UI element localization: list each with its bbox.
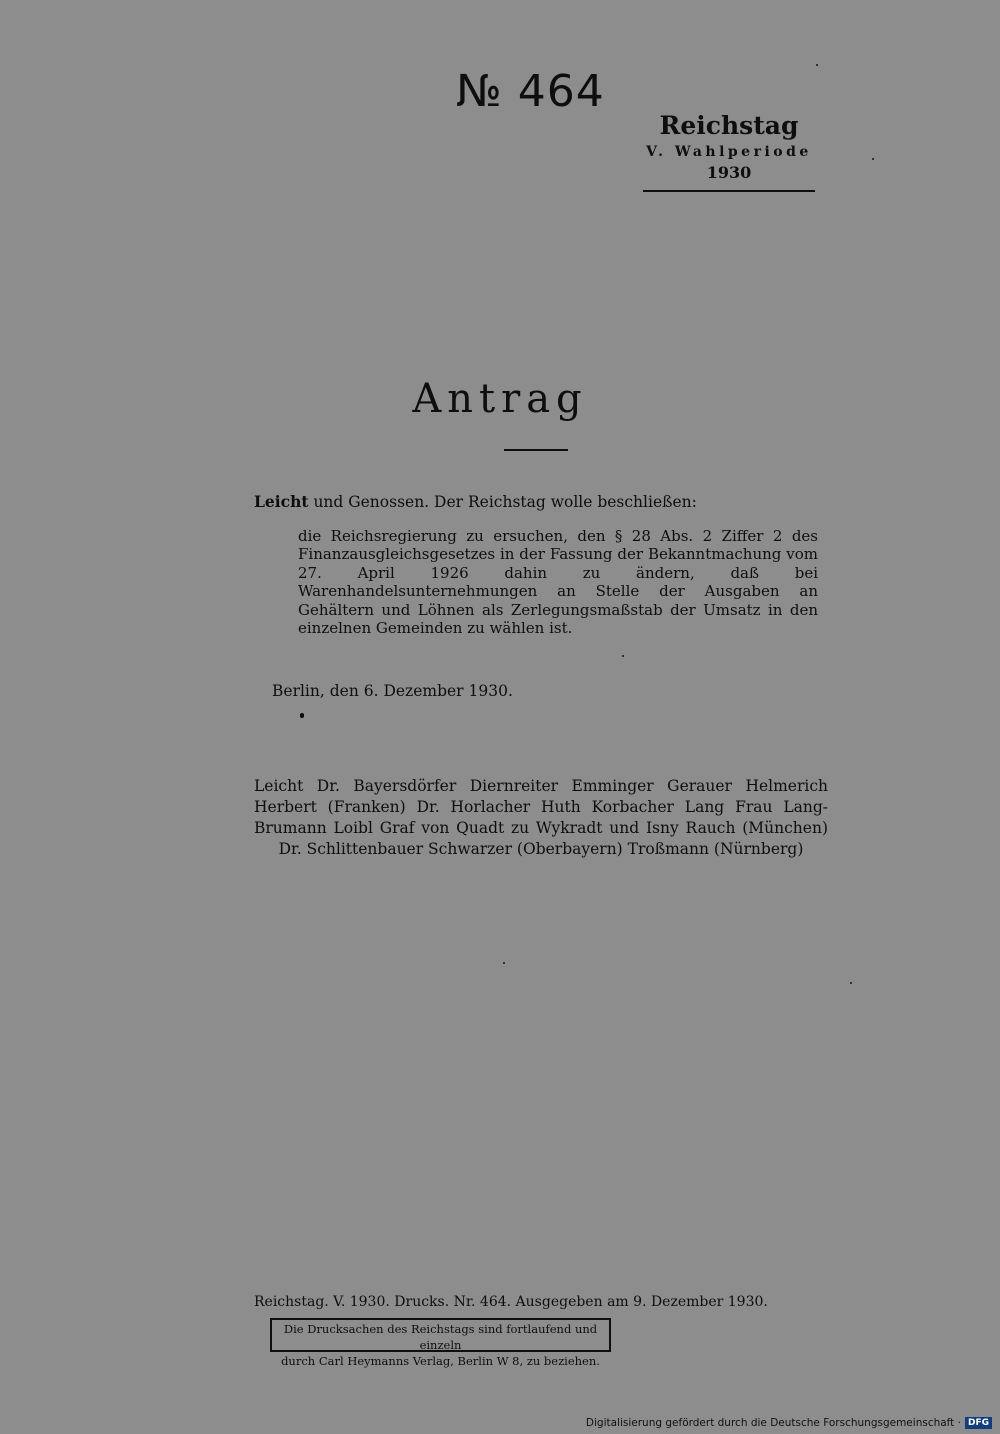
credit-text: Digitalisierung gefördert durch die Deutsche Forschungsgemeinschaft · — [585, 1417, 961, 1429]
distribution-box — [270, 1318, 611, 1368]
distribution-line-2: durch Carl Heymanns Verlag, Berlin W 8, zu beziehen. — [281, 1354, 600, 1368]
scan-speck — [503, 962, 505, 964]
dfg-logo-icon: DFG — [965, 1417, 992, 1429]
intro-rest: und Genossen. Der Reichstag wolle beschließen: — [308, 493, 697, 511]
document-number: № 464 — [456, 66, 605, 117]
scan-speck — [850, 982, 852, 984]
document-title: Antrag — [412, 376, 588, 422]
footer-line: Reichstag. V. 1930. Drucks. Nr. 464. Ausgegeben am 9. Dezember 1930. — [254, 1294, 768, 1310]
title-rule — [504, 449, 568, 451]
digitization-credit — [586, 1417, 992, 1429]
intro-line — [254, 492, 834, 511]
scan-speck — [816, 64, 818, 66]
year-label: 1930 — [706, 163, 752, 182]
reichstag-label: Reichstag — [659, 111, 799, 140]
distribution-line-1: Die Drucksachen des Reichstags sind fortlaufend und einzeln — [283, 1322, 598, 1352]
header-rule — [643, 190, 815, 192]
signatories: Leicht Dr. Bayersdörfer Diernreiter Emminger Gerauer Helmerich Herbert (Franken) Dr. Horlacher Huth Korbacher Lang Frau Lang-Brumann Loibl Graf von Quadt zu Wykradt und Isny Rauch (München) Dr. Schlittenbauer Schwarzer (Oberbayern) Troßmann (Nürnberg) — [254, 777, 828, 858]
reichstag-header-box — [643, 110, 815, 192]
intro-author: Leicht — [254, 492, 309, 511]
period-label: V. Wahlperiode — [646, 144, 812, 160]
place-date: Berlin, den 6. Dezember 1930. — [272, 682, 513, 700]
scan-speck — [872, 158, 874, 160]
motion-body: die Reichsregierung zu ersuchen, den § 28 Abs. 2 Ziffer 2 des Finanzausgleichsgesetzes in der Fassung der Bekanntmachung vom 27. April 1926 dahin zu ändern, daß bei Warenhandelsunternehmungen an Stelle der Ausgaben an Gehältern und Löhnen als Zerlegungsmaßstab der Umsatz in den einzelnen Gemeinden zu wählen ist. — [298, 527, 818, 638]
scan-speck — [622, 655, 624, 657]
ink-dot — [300, 713, 304, 718]
